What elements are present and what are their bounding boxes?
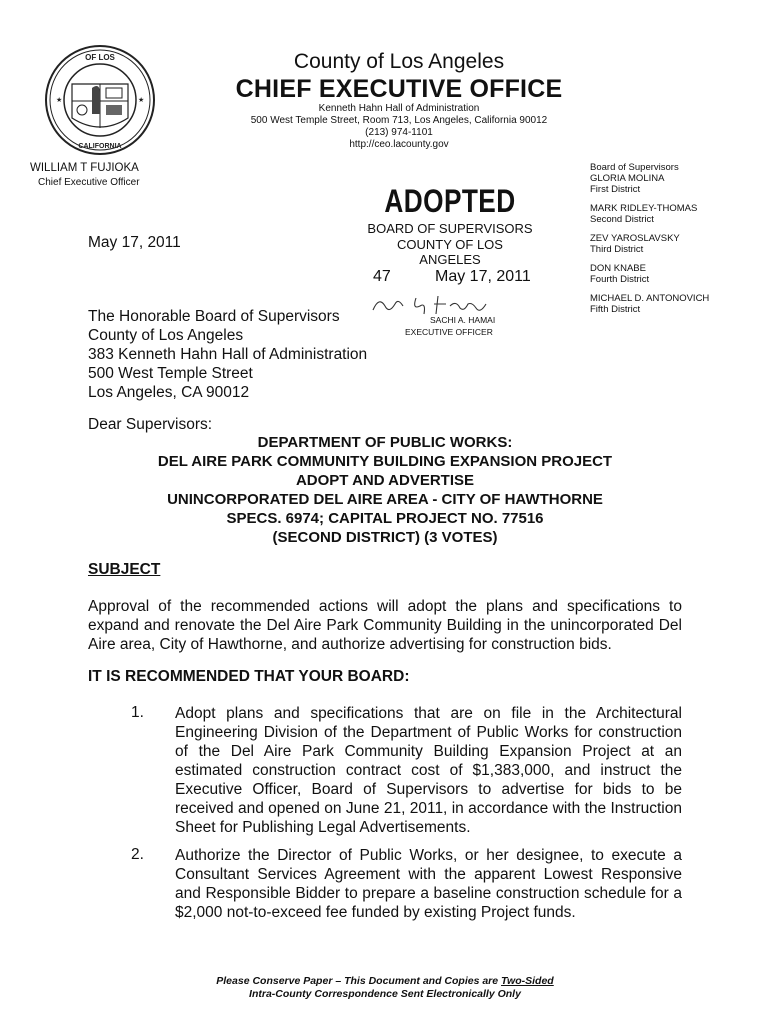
address-line: The Honorable Board of Supervisors bbox=[88, 308, 340, 325]
salutation: Dear Supervisors: bbox=[88, 416, 213, 433]
board-member: DON KNABE Fourth District bbox=[590, 263, 650, 285]
stamp-line-board: BOARD OF SUPERVISORS bbox=[367, 221, 533, 236]
subject-text: Approval of the recommended actions will adopt the plans and specifications to expand and renovate the Del Aire Park Community Building in the unincorporated Del Aire area, City of Hawthorne, and authorize advertising for construction bids. bbox=[88, 598, 682, 653]
two-sided-text: Two-Sided bbox=[501, 975, 554, 987]
title-block bbox=[0, 433, 770, 547]
website-url[interactable]: http://ceo.lacounty.gov bbox=[349, 139, 449, 150]
office-name: CHIEF EXECUTIVE OFFICE bbox=[235, 75, 563, 103]
svg-text:OF LOS: OF LOS bbox=[85, 53, 115, 62]
svg-text:★: ★ bbox=[56, 97, 63, 104]
address-block bbox=[88, 307, 367, 402]
title-line: SPECS. 6974; CAPITAL PROJECT NO. 77516 bbox=[226, 510, 544, 527]
address-line: 500 West Temple Street bbox=[88, 365, 253, 382]
ceo-name: WILLIAM T FUJIOKA bbox=[30, 162, 139, 174]
svg-text:★: ★ bbox=[138, 97, 145, 104]
ceo-title: Chief Executive Officer bbox=[38, 177, 140, 188]
title-line: ADOPT AND ADVERTISE bbox=[295, 472, 475, 489]
footer-line-2: Intra-County Correspondence Sent Electronically Only bbox=[249, 988, 521, 1000]
phone-number: (213) 974-1101 bbox=[365, 127, 433, 138]
street-address: 500 West Temple Street, Room 713, Los Angeles, California 90012 bbox=[250, 115, 548, 126]
county-name: County of Los Angeles bbox=[293, 50, 505, 73]
footer-line-1: Please Conserve Paper – This Document and Copies are Two-Sided bbox=[216, 975, 554, 987]
title-line: DEPARTMENT OF PUBLIC WORKS: bbox=[257, 434, 513, 451]
item-text: Authorize the Director of Public Works, or her designee, to execute a Consultant Services Agreement with the apparent Lowest Responsive and Responsible Bidder to prepare a baseline construction schedule for a $2,000 not-to-exceed fee funded by existing Project funds. bbox=[175, 847, 682, 921]
board-member: MICHAEL D. ANTONOVICH Fifth District bbox=[590, 293, 710, 315]
svg-text:CALIFORNIA: CALIFORNIA bbox=[78, 143, 122, 150]
letter-date: May 17, 2011 bbox=[88, 234, 181, 251]
address-line: County of Los Angeles bbox=[88, 327, 244, 344]
adopted-stamp: ADOPTED bbox=[384, 183, 516, 219]
building-name: Kenneth Hahn Hall of Administration bbox=[318, 103, 480, 114]
title-line: UNINCORPORATED DEL AIRE AREA - CITY OF HAWTHORNE bbox=[167, 491, 603, 508]
board-member: ZEV YAROSLAVSKY Third District bbox=[590, 233, 680, 255]
stamp-item-number: 47 bbox=[373, 268, 391, 285]
board-member: GLORIA MOLINA First District bbox=[590, 173, 665, 195]
recommend-heading: IT IS RECOMMENDED THAT YOUR BOARD: bbox=[88, 668, 410, 685]
address-line: Los Angeles, CA 90012 bbox=[88, 384, 250, 401]
officer-title: EXECUTIVE OFFICER bbox=[405, 327, 493, 337]
board-member: MARK RIDLEY-THOMAS Second District bbox=[590, 203, 698, 225]
item-number: 1. bbox=[131, 704, 144, 721]
item-text: Adopt plans and specifications that are on file in the Architectural Engineering Division of the Department of Public Works for construction of the Del Aire Park Community Building Expansion Project at an estimated construction contract cost of $1,383,000, and instruct the Executive Officer, Board of Supervisors to advertise for bids to be received and opened on June 21, 2011, in accordance with the Instruction Sheet for Publishing Legal Advertisements. bbox=[175, 705, 682, 836]
stamp-date: May 17, 2011 bbox=[435, 268, 531, 285]
address-line: 383 Kenneth Hahn Hall of Administration bbox=[88, 346, 368, 363]
board-heading: Board of Supervisors bbox=[590, 162, 679, 173]
title-line: (SECOND DISTRICT) (3 VOTES) bbox=[272, 529, 498, 546]
title-line: DEL AIRE PARK COMMUNITY BUILDING EXPANSION PROJECT bbox=[157, 453, 613, 470]
subject-heading: SUBJECT bbox=[88, 561, 161, 578]
officer-name: SACHI A. HAMAI bbox=[430, 315, 496, 325]
stamp-line-county: COUNTY OF LOS ANGELES bbox=[397, 237, 503, 267]
item-number: 2. bbox=[131, 846, 144, 863]
board-members-list bbox=[590, 162, 765, 315]
